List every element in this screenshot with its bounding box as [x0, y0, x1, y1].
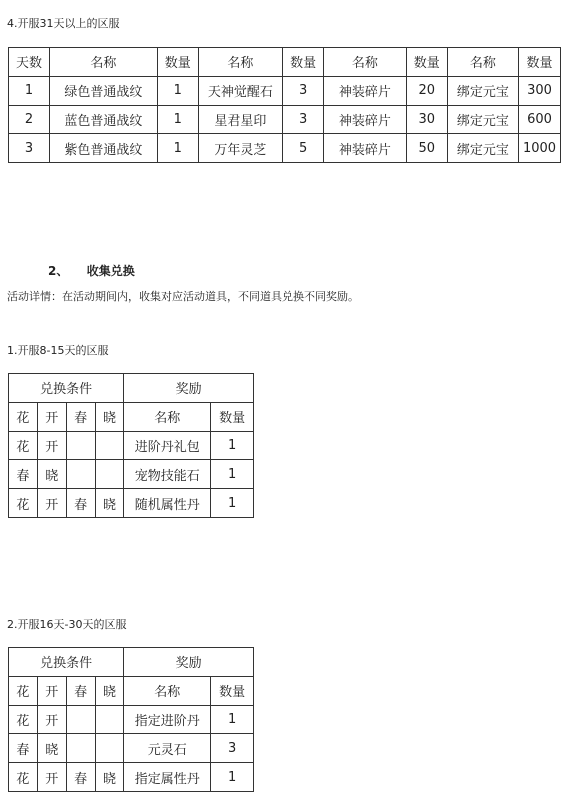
section-heading: [48, 262, 135, 279]
table-cell: 30: [406, 105, 447, 134]
table-cell: 紫色普通战纹: [49, 134, 157, 163]
header-cell: 晓: [95, 676, 124, 705]
header-cell: 数量: [519, 48, 561, 77]
table-cell: 1: [157, 76, 198, 105]
header-cell: 数量: [157, 48, 198, 77]
condition-header: 兑换条件: [9, 374, 124, 403]
table-cell: 花: [9, 489, 38, 518]
table-row: [9, 763, 254, 792]
header-cell: 春: [66, 676, 95, 705]
table-cell: 神装碎片: [324, 134, 407, 163]
table-cell: 指定属性丹: [124, 763, 211, 792]
table-2-title: 2.开服16天-30天的区服: [7, 618, 127, 631]
table-cell: [95, 705, 124, 734]
table-cell: 元灵石: [124, 734, 211, 763]
table-cell: 绑定元宝: [447, 76, 518, 105]
table-cell: [66, 460, 95, 489]
section-title-31-days: 4.开服31天以上的区服: [7, 17, 120, 30]
table-cell: 1: [157, 105, 198, 134]
table-cell: 指定进阶丹: [124, 705, 211, 734]
header-cell: 名称: [124, 676, 211, 705]
table-cell: 1: [211, 489, 254, 518]
exchange-table-16-30-days: [8, 647, 254, 792]
header-cell: 开: [37, 676, 66, 705]
table-cell: 花: [9, 431, 38, 460]
table-cell: 开: [37, 705, 66, 734]
activity-detail: 活动详情：在活动期间内，收集对应活动道具，不同道具兑换不同奖励。: [7, 290, 359, 303]
table-cell: 3: [283, 76, 324, 105]
table-cell: 万年灵芝: [198, 134, 282, 163]
table-cell: 开: [37, 431, 66, 460]
table-cell: 1: [9, 76, 50, 105]
table-cell: 随机属性丹: [124, 489, 211, 518]
table-cell: 50: [406, 134, 447, 163]
table-cell: 神装碎片: [324, 105, 407, 134]
header-cell: 数量: [406, 48, 447, 77]
table-cell: 1: [211, 431, 254, 460]
table-cell: 3: [211, 734, 254, 763]
reward-header: 奖励: [124, 374, 254, 403]
header-cell: 春: [66, 402, 95, 431]
table-cell: 3: [9, 134, 50, 163]
table-1-title: 1.开服8-15天的区服: [7, 344, 109, 357]
reward-header: 奖励: [124, 648, 254, 677]
table-cell: 春: [9, 460, 38, 489]
table-cell: 绑定元宝: [447, 134, 518, 163]
table-cell: [66, 431, 95, 460]
table-cell: 晓: [37, 734, 66, 763]
section-heading-number: 2、: [48, 264, 69, 278]
table-subheader-row: [9, 676, 254, 705]
table-cell: [95, 460, 124, 489]
table-header-row: [9, 648, 254, 677]
header-cell: 花: [9, 402, 38, 431]
reward-table-31-days: [8, 47, 561, 163]
table-cell: 春: [66, 763, 95, 792]
table-cell: 300: [519, 76, 561, 105]
table-cell: 2: [9, 105, 50, 134]
header-cell: 数量: [283, 48, 324, 77]
section-heading-text: 收集兑换: [86, 264, 135, 278]
table-cell: 宠物技能石: [124, 460, 211, 489]
table-cell: 晓: [95, 763, 124, 792]
table-cell: [95, 734, 124, 763]
table-header-row: [9, 374, 254, 403]
table-cell: 晓: [95, 489, 124, 518]
table-cell: 春: [9, 734, 38, 763]
table-cell: 开: [37, 763, 66, 792]
table-cell: 3: [283, 105, 324, 134]
header-cell: 晓: [95, 402, 124, 431]
table-cell: 5: [283, 134, 324, 163]
table-cell: 花: [9, 763, 38, 792]
table-cell: 20: [406, 76, 447, 105]
exchange-table-8-15-days: [8, 373, 254, 518]
table-row: [9, 734, 254, 763]
table-cell: 1: [211, 460, 254, 489]
table-header-row: [9, 48, 561, 77]
header-cell: 数量: [211, 676, 254, 705]
table-cell: [95, 431, 124, 460]
header-cell: 名称: [198, 48, 282, 77]
table-cell: 1: [157, 134, 198, 163]
header-cell: 名称: [124, 402, 211, 431]
table-cell: 1000: [519, 134, 561, 163]
table-row: [9, 134, 561, 163]
table-subheader-row: [9, 402, 254, 431]
table-cell: 春: [66, 489, 95, 518]
header-cell: 名称: [324, 48, 407, 77]
table-cell: 1: [211, 763, 254, 792]
table-row: [9, 489, 254, 518]
table-cell: 神装碎片: [324, 76, 407, 105]
table-cell: [66, 705, 95, 734]
table-row: [9, 705, 254, 734]
table-row: [9, 431, 254, 460]
header-cell: 名称: [447, 48, 518, 77]
header-cell: 名称: [49, 48, 157, 77]
header-cell: 数量: [211, 402, 254, 431]
table-cell: 1: [211, 705, 254, 734]
table-cell: 晓: [37, 460, 66, 489]
table-cell: [66, 734, 95, 763]
table-cell: 星君星印: [198, 105, 282, 134]
table-cell: 绿色普通战纹: [49, 76, 157, 105]
table-cell: 天神觉醒石: [198, 76, 282, 105]
table-cell: 蓝色普通战纹: [49, 105, 157, 134]
table-cell: 进阶丹礼包: [124, 431, 211, 460]
header-cell: 开: [37, 402, 66, 431]
table-cell: 绑定元宝: [447, 105, 518, 134]
table-row: [9, 105, 561, 134]
header-cell: 天数: [9, 48, 50, 77]
table-cell: 600: [519, 105, 561, 134]
table-cell: 开: [37, 489, 66, 518]
condition-header: 兑换条件: [9, 648, 124, 677]
header-cell: 花: [9, 676, 38, 705]
table-row: [9, 460, 254, 489]
table-row: [9, 76, 561, 105]
table-cell: 花: [9, 705, 38, 734]
